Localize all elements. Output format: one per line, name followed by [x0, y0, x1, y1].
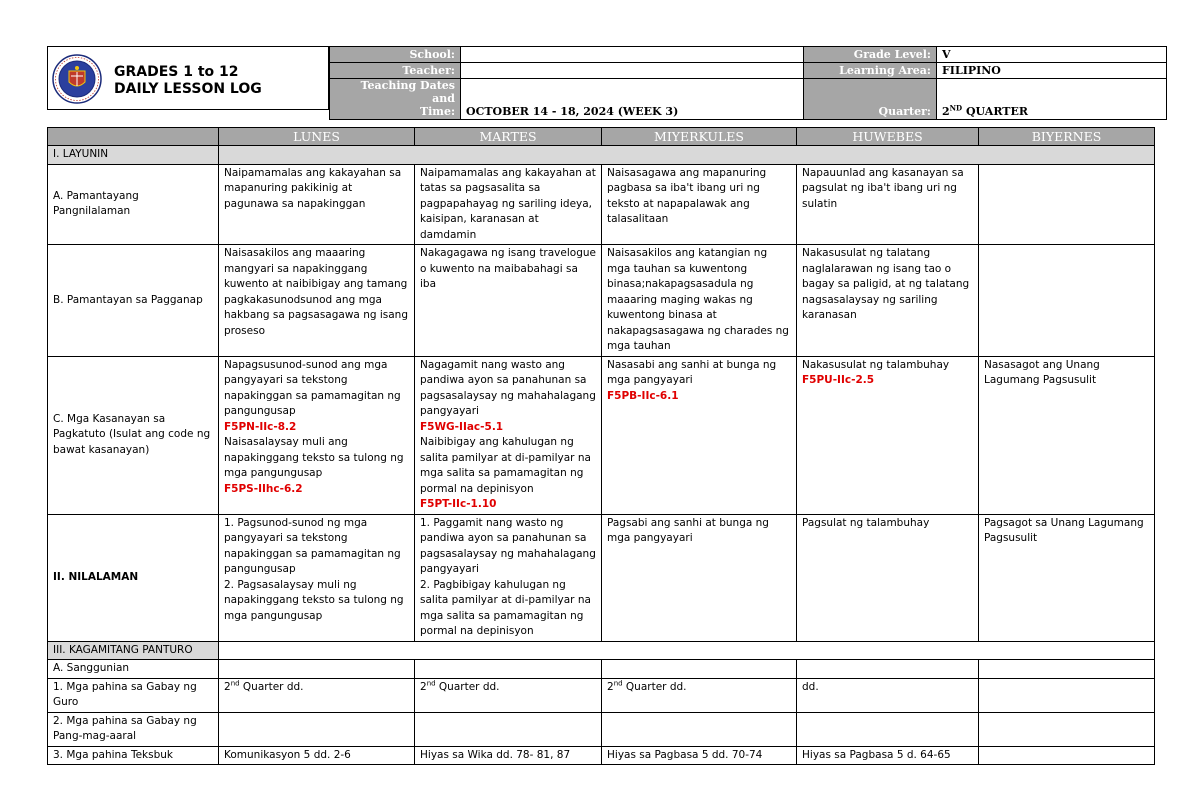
row-label: 3. Mga pahina Teksbuk: [48, 746, 219, 765]
skill-text: Nakasusulat ng talambuhay: [802, 358, 950, 371]
cell-huwebes[interactable]: Nakasusulat ng talatang naglalarawan ng isang tao o bagay sa paligid, at ng talatang nagsasalaysay ng sariling karanasan: [797, 245, 979, 357]
cell-miyerkules[interactable]: Naisasagawa ang mapanuring pagbasa sa iba't ibang uri ng teksto at napapalawak ang talasalitaan: [602, 164, 797, 245]
learning-area-label: Learning Area:: [804, 63, 937, 79]
day-header-row: [48, 128, 1155, 146]
row-label: 2. Mga pahina sa Gabay ng Pang-mag-aaral: [48, 712, 219, 746]
skill-code: F5WG-IIac-5.1: [420, 420, 504, 433]
cell-biyernes[interactable]: [979, 356, 1155, 514]
section-label-layunin: I. LAYUNIN: [48, 146, 219, 165]
cell-lunes[interactable]: Komunikasyon 5 dd. 2-6: [219, 746, 415, 765]
cell-lunes[interactable]: [219, 712, 415, 746]
teaching-dates-label-line2: Time:: [419, 105, 455, 118]
content-item: 2. Pagsasalaysay muli ng napakinggang teksto sa tulong ng mga pangungusap: [224, 578, 404, 622]
cell-martes[interactable]: [415, 514, 602, 641]
row-teksbuk: [48, 746, 1155, 765]
document-title: [114, 64, 262, 98]
cell-miyerkules[interactable]: [602, 678, 797, 712]
cell-lunes[interactable]: Naisasakilos ang maaaring mangyari sa napakinggang kuwento at naibibigay ang tamang pagkakasunodsunod ang mga hakbang sa pagsasagawa ng isang proseso: [219, 245, 415, 357]
skill-code: F5PB-IIc-6.1: [607, 389, 679, 402]
row-label: A. Sanggunian: [48, 660, 219, 679]
content-item: 2. Pagbibigay kahulugan ng salita pamilyar at di-pamilyar na mga salita sa pamamagitan ng pormal na depinisyon: [420, 578, 591, 637]
teaching-dates-label: [330, 79, 461, 120]
content-item: 1. Pagsunod-sunod ng mga pangyayari sa tekstong napakinggan sa pamamagitan ng pangungusap: [224, 516, 401, 575]
cell-miyerkules[interactable]: [602, 660, 797, 679]
cell-huwebes[interactable]: Pagsulat ng talambuhay: [797, 514, 979, 641]
row-nilalaman: [48, 514, 1155, 641]
quarter-label: Quarter:: [804, 79, 937, 120]
cell-lunes[interactable]: Naipamamalas ang kakayahan sa mapanuring pakikinig at pagunawa sa napakinggan: [219, 164, 415, 245]
day-header-martes: MARTES: [415, 128, 602, 146]
section-label-kagamitan: III. KAGAMITANG PANTURO: [48, 641, 219, 660]
cell-miyerkules[interactable]: Hiyas sa Pagbasa 5 dd. 70-74: [602, 746, 797, 765]
header-info-table: [329, 46, 1167, 120]
lesson-log-table: [47, 127, 1155, 765]
section-band: [219, 641, 1155, 660]
quarter-suffix: nd: [613, 679, 623, 687]
row-label: A. Pamantayang Pangnilalaman: [48, 164, 219, 245]
quarter-suffix: nd: [426, 679, 436, 687]
skill-text: Naisasalaysay muli ang napakinggang teksto sa tulong ng mga pangungusap: [224, 436, 404, 479]
skill-text: Naibibigay ang kahulugan ng salita pamilyar at di-pamilyar na mga salita sa pamamagitan ng pormal na depinisyon: [420, 436, 591, 495]
quarter-suffix: ND: [949, 103, 963, 113]
cell-biyernes[interactable]: [979, 245, 1155, 357]
skill-code: F5PN-IIc-8.2: [224, 420, 297, 433]
row-pamantayang-pangnilalaman: [48, 164, 1155, 245]
quarter-field[interactable]: [937, 79, 1167, 120]
cell-martes[interactable]: Nakagagawa ng isang travelogue o kuwento na maibabahagi sa iba: [415, 245, 602, 357]
cell-martes[interactable]: [415, 356, 602, 514]
lesson-log-header: [47, 46, 1167, 118]
cell-huwebes[interactable]: dd.: [797, 678, 979, 712]
day-header-blank: [48, 128, 219, 146]
cell-biyernes[interactable]: [979, 712, 1155, 746]
quarter-number: 2: [420, 680, 427, 693]
skill-text: Napagsusunod-sunod ang mga pangyayari sa tekstong napakinggan sa pamamagitan ng pangungusap: [224, 358, 401, 417]
section-band: [219, 146, 1155, 165]
cell-lunes[interactable]: [219, 514, 415, 641]
teacher-field[interactable]: [461, 63, 804, 79]
page-ref: Quarter dd.: [242, 680, 304, 693]
teacher-label: Teacher:: [330, 63, 461, 79]
document-title-line1: GRADES 1 to 12: [114, 64, 239, 80]
cell-martes[interactable]: [415, 678, 602, 712]
learning-area-field[interactable]: FILIPINO: [937, 63, 1167, 79]
cell-martes[interactable]: [415, 712, 602, 746]
row-pamantayan-sa-pagganap: [48, 245, 1155, 357]
day-header-miyerkules: MIYERKULES: [602, 128, 797, 146]
row-sanggunian: [48, 660, 1155, 679]
cell-lunes[interactable]: [219, 660, 415, 679]
quarter-number: 2: [224, 680, 231, 693]
cell-martes[interactable]: Naipamamalas ang kakayahan at tatas sa pagsasalita sa pagpapahayag ng sariling ideya, kaisipan, karanasan at damdamin: [415, 164, 602, 245]
section-label-nilalaman: [48, 514, 219, 641]
row-label: 1. Mga pahina sa Gabay ng Guro: [48, 678, 219, 712]
skill-text: Nasasagot ang Unang Lagumang Pagsusulit: [984, 358, 1100, 386]
cell-biyernes[interactable]: [979, 660, 1155, 679]
day-header-biyernes: BIYERNES: [979, 128, 1155, 146]
title-block: [47, 46, 329, 110]
cell-lunes[interactable]: [219, 678, 415, 712]
cell-martes[interactable]: [415, 660, 602, 679]
cell-miyerkules[interactable]: [602, 712, 797, 746]
cell-lunes[interactable]: [219, 356, 415, 514]
quarter-number: 2: [942, 105, 950, 118]
quarter-word: QUARTER: [965, 105, 1028, 118]
row-label: B. Pamantayan sa Pagganap: [48, 245, 219, 357]
row-mga-kasanayan: [48, 356, 1155, 514]
cell-huwebes[interactable]: [797, 660, 979, 679]
cell-miyerkules[interactable]: Pagsabi ang sanhi at bunga ng mga pangyayari: [602, 514, 797, 641]
cell-biyernes[interactable]: [979, 678, 1155, 712]
school-label: School:: [330, 47, 461, 63]
cell-huwebes[interactable]: [797, 712, 979, 746]
cell-miyerkules[interactable]: Naisasakilos ang katangian ng mga tauhan sa kuwentong binasa;nakapagsasadula ng maaaring maging wakas ng kuwentong binasa at nakapagsasagawa ng charades ng mga tauhan: [602, 245, 797, 357]
quarter-number: 2: [607, 680, 614, 693]
cell-biyernes[interactable]: [979, 746, 1155, 765]
row-gabay-ng-guro: [48, 678, 1155, 712]
teaching-dates-field[interactable]: OCTOBER 14 - 18, 2024 (WEEK 3): [461, 79, 804, 120]
quarter-suffix: nd: [230, 679, 240, 687]
section-row-kagamitan: [48, 641, 1155, 660]
cell-miyerkules[interactable]: [602, 356, 797, 514]
deped-seal-icon: [52, 54, 102, 104]
row-label: C. Mga Kasanayan sa Pagkatuto (Isulat ang code ng bawat kasanayan): [48, 356, 219, 514]
school-field[interactable]: [461, 47, 804, 63]
cell-huwebes[interactable]: [797, 356, 979, 514]
grade-level-field[interactable]: V: [937, 47, 1167, 63]
content-item: 1. Paggamit nang wasto ng pandiwa ayon sa panahunan sa pagsasalaysay ng mahahalagang pangyayari: [420, 516, 596, 575]
skill-text: Nasasabi ang sanhi at bunga ng mga pangyayari: [607, 358, 777, 386]
cell-biyernes[interactable]: [979, 164, 1155, 245]
grade-level-label: Grade Level:: [804, 47, 937, 63]
section-row-layunin: [48, 146, 1155, 165]
skill-code: F5PT-IIc-1.10: [420, 498, 497, 510]
cell-huwebes[interactable]: Napauunlad ang kasanayan sa pagsulat ng iba't ibang uri ng sulatin: [797, 164, 979, 245]
cell-huwebes[interactable]: Hiyas sa Pagbasa 5 d. 64-65: [797, 746, 979, 765]
day-header-lunes: LUNES: [219, 128, 415, 146]
section-label-text: II. NILALAMAN: [53, 570, 139, 583]
day-header-huwebes: HUWEBES: [797, 128, 979, 146]
teaching-dates-label-line1: Teaching Dates and: [360, 79, 455, 105]
skill-code: F5PS-IIhc-6.2: [224, 482, 303, 495]
cell-martes[interactable]: Hiyas sa Wika dd. 78- 81, 87: [415, 746, 602, 765]
row-gabay-ng-mag-aaral: [48, 712, 1155, 746]
page-ref: Quarter dd.: [625, 680, 687, 693]
skill-text: Nagagamit nang wasto ang pandiwa ayon sa panahunan sa pagsasalaysay ng mahahalagang pangyayari: [420, 358, 596, 417]
skill-code: F5PU-IIc-2.5: [802, 374, 875, 386]
document-title-line2: DAILY LESSON LOG: [114, 81, 262, 97]
page-ref: Quarter dd.: [438, 680, 500, 693]
cell-biyernes[interactable]: Pagsagot sa Unang Lagumang Pagsusulit: [979, 514, 1155, 641]
